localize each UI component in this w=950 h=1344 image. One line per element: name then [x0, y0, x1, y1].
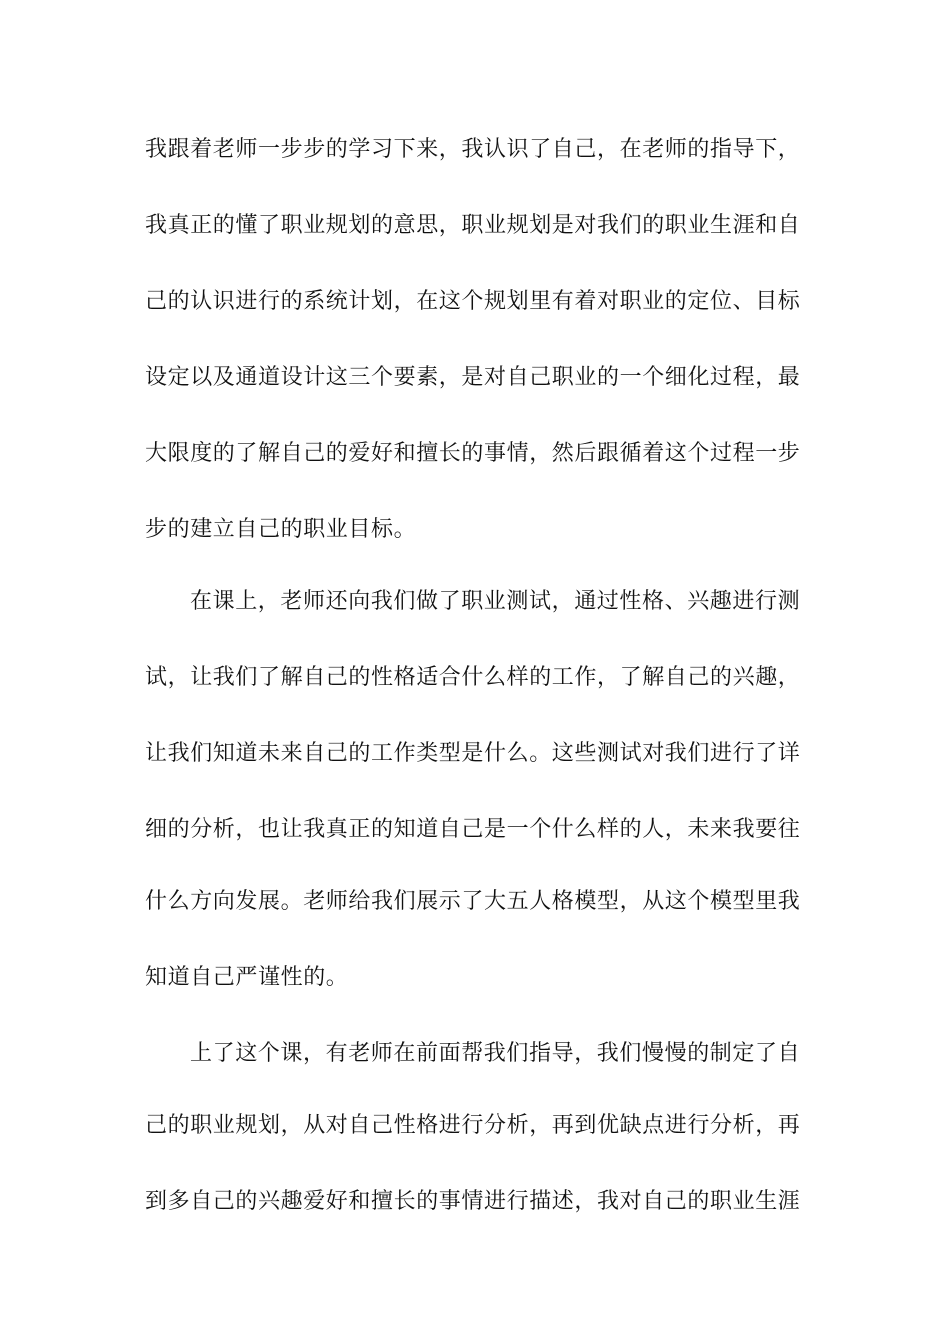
text-line: 我跟着老师一步步的学习下来，我认识了自己，在老师的指导下，: [145, 137, 801, 162]
text-line: 什么方向发展。老师给我们展示了大五人格模型，从这个模型里我: [145, 889, 801, 914]
text-line: 知道自己严谨性的。: [145, 965, 349, 990]
text-line: 让我们知道未来自己的工作类型是什么。这些测试对我们进行了详: [145, 741, 801, 766]
text-line: 己的认识进行的系统计划，在这个规划里有着对职业的定位、目标: [145, 289, 801, 314]
text-line: 在课上，老师还向我们做了职业测试，通过性格、兴趣进行测: [190, 589, 801, 614]
text-line: 大限度的了解自己的爱好和擅长的事情，然后跟循着这个过程一步: [145, 441, 801, 466]
text-line: 设定以及通道设计这三个要素，是对自己职业的一个细化过程，最: [145, 365, 801, 390]
text-line: 我真正的懂了职业规划的意思，职业规划是对我们的职业生涯和自: [145, 213, 801, 238]
text-line: 上了这个课，有老师在前面帮我们指导，我们慢慢的制定了自: [190, 1041, 801, 1066]
text-line: 到多自己的兴趣爱好和擅长的事情进行描述，我对自己的职业生涯: [145, 1189, 801, 1214]
text-line: 试，让我们了解自己的性格适合什么样的工作，了解自己的兴趣，: [145, 665, 801, 690]
text-line: 步的建立自己的职业目标。: [145, 517, 417, 542]
text-line: 己的职业规划，从对自己性格进行分析，再到优缺点进行分析，再: [145, 1113, 801, 1138]
text-line: 细的分析，也让我真正的知道自己是一个什么样的人，未来我要往: [145, 817, 801, 842]
